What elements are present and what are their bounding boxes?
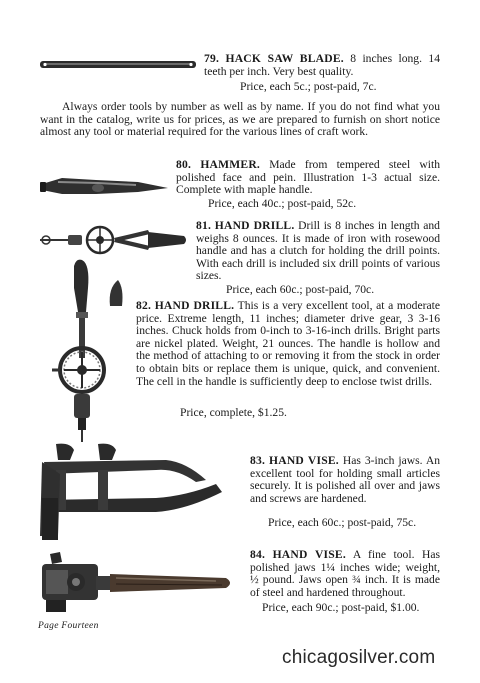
- hack-saw-blade-illustration: [38, 58, 200, 72]
- item-number: 84.: [250, 548, 266, 561]
- item-name: HAND DRILL.: [214, 219, 295, 232]
- item-81-description: [196, 220, 440, 283]
- item-desc: Has 3-inch jaws. An excellent tool for holding small articles securely. It is polished all over and jaws and screws are hardened.: [250, 454, 440, 505]
- item-desc: Drill is 8 inches in length and weighs 8 ounces. It is made of iron with rosewood handle and has a clutch for holding the drill points. With each drill is included six drill points of various sizes.: [196, 219, 440, 283]
- item-number: 80.: [176, 158, 192, 171]
- item-81-price: Price, each 60c.; post-paid, 70c.: [226, 283, 375, 296]
- item-83-description: [250, 455, 440, 505]
- item-name: HAND VISE.: [272, 548, 346, 561]
- item-name: HAMMER.: [200, 158, 260, 171]
- item-84-price: Price, each 90c.; post-paid, $1.00.: [262, 601, 420, 614]
- item-number: 83.: [250, 454, 266, 467]
- item-name: HAND DRILL.: [154, 299, 235, 312]
- item-79-price: Price, each 5c.; post-paid, 7c.: [240, 80, 377, 93]
- item-name: HAND VISE.: [269, 454, 339, 467]
- page-number: Page Fourteen: [38, 621, 99, 631]
- item-name: HACK SAW BLADE.: [225, 52, 344, 65]
- item-82-description: [136, 300, 440, 388]
- item-80-description: [176, 159, 440, 197]
- hammer-head-illustration: [38, 170, 174, 204]
- watermark: chicagosilver.com: [282, 647, 436, 668]
- item-82-price: Price, complete, $1.25.: [180, 406, 287, 419]
- item-number: 81.: [196, 219, 212, 232]
- item-79-description: [204, 53, 440, 78]
- item-desc: Made from tempered steel with polished face and pein. Illustration 1-3 actual size. Complete with maple handle.: [176, 158, 440, 197]
- large-hand-drill-illustration: [52, 258, 138, 444]
- item-number: 79.: [204, 52, 220, 65]
- item-83-price: Price, each 60c.; post-paid, 75c.: [268, 516, 417, 529]
- hand-vise-illustration: [36, 440, 236, 544]
- item-80-price: Price, each 40c.; post-paid, 52c.: [208, 197, 357, 210]
- item-desc: This is a very excellent tool, at a moderate price. Extreme length, 11 inches; diameter drive gear, 3 3-16 inches. Chuck holds from 0-inch to 3-16-inch drills. Bright parts are nickel plated. Weight, 21 ounces. The handle is hollow and the method of attaching to or removing it from the stock in order to obtain bits or replace them is unique, quick, and convenient. The cell in the handle is sufficiently deep to enclose twist drills.: [136, 299, 440, 388]
- item-desc: A fine tool. Has polished jaws 1¼ inches wide; weight, ½ pound. Jaws open ¾ inch. It is made of steel and hardened throughout.: [250, 548, 440, 599]
- item-desc: 8 inches long. 14 teeth per inch. Very best quality.: [204, 52, 440, 78]
- hand-vise-wood-handle-illustration: [36, 548, 236, 620]
- small-hand-drill-illustration: [38, 222, 188, 258]
- intro-paragraph: Always order tools by number as well as by name. If you do not find what you want in the catalog, write us for prices, as we are prepared to furnish on short notice almost any tool or material required for the various lines of craft work.: [40, 100, 440, 139]
- item-number: 82.: [136, 299, 152, 312]
- item-84-description: [250, 549, 440, 599]
